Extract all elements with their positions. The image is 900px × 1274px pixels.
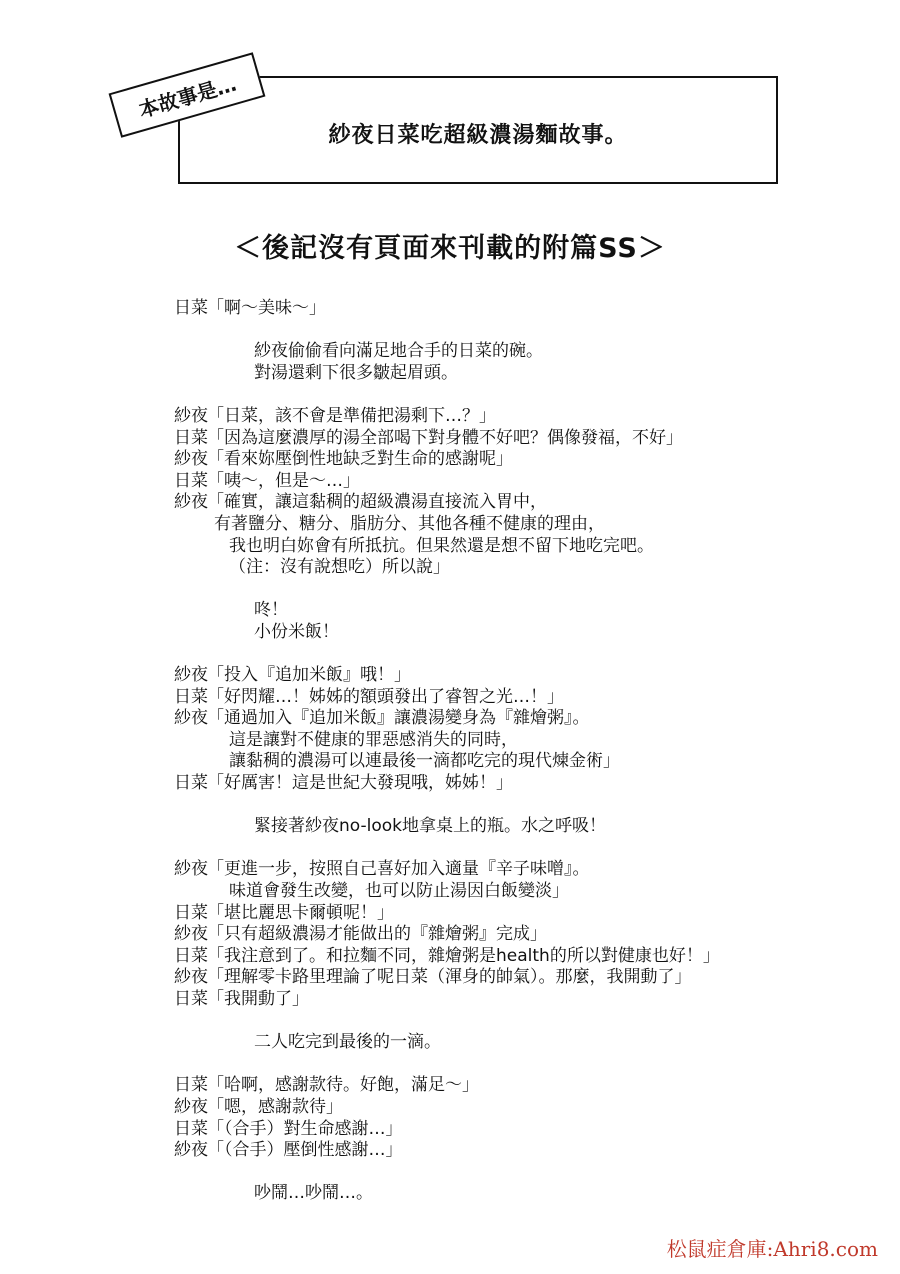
speaker-name: 紗夜 [174, 405, 208, 426]
blank-line [174, 579, 814, 601]
dialogue-line [174, 1075, 814, 1097]
continuation-line: 這是讓對不健康的罪惡感消失的同時， [229, 729, 518, 750]
dialogue-text: 「確實，讓這黏稠的超級濃湯直接流入胃中， [207, 492, 547, 513]
speaker-name: 日菜 [174, 989, 208, 1009]
speaker-name: 日菜 [174, 945, 208, 966]
blank-line [174, 320, 814, 342]
dialogue-text: 「咦～，但是～…」 [207, 470, 360, 491]
dialogue-text: 「（合手）壓倒性感謝…」 [207, 1140, 403, 1161]
dialogue-text: 「嗯，感謝款待」 [207, 1096, 343, 1117]
dialogue-line [174, 665, 814, 687]
speaker-name: 紗夜 [174, 449, 208, 470]
dialogue-text: 「投入『追加米飯』哦！」 [207, 665, 411, 686]
speaker-name: 紗夜 [174, 492, 208, 513]
summary-box [178, 76, 778, 184]
dialogue-text: 「好厲害！這是世紀大發現哦，姊姊！」 [207, 773, 513, 794]
blank-line [174, 795, 814, 817]
narration-line: 小份米飯！ [254, 621, 339, 642]
speaker-name: 日菜 [174, 1118, 208, 1139]
dialogue-text: 「因為這麼濃厚的湯全部喝下對身體不好吧？偶像發福，不好」 [207, 427, 683, 448]
dialogue-text: 「啊～美味～」 [207, 298, 326, 318]
story-text [174, 298, 814, 1205]
dialogue-line [174, 1140, 814, 1162]
dialogue-line [174, 687, 814, 709]
dialogue-text: 「看來妳壓倒性地缺乏對生命的感謝呢」 [207, 449, 513, 470]
speaker-name: 紗夜 [174, 708, 208, 729]
continuation-line: 味道會發生改變，也可以防止湯因白飯變淡」 [229, 881, 569, 902]
dialogue-text: 「哈啊，感謝款待。好飽，滿足～」 [207, 1075, 479, 1096]
narration-line: 二人吃完到最後的一滴。 [254, 1032, 441, 1053]
dialogue-line [174, 298, 814, 320]
speaker-name: 紗夜 [174, 967, 208, 988]
dialogue-text: 「（合手）對生命感謝…」 [207, 1118, 403, 1139]
dialogue-line [174, 492, 814, 514]
speaker-name: 紗夜 [174, 665, 208, 686]
dialogue-text: 「理解零卡路里理論了呢日菜（渾身的帥氣）。那麼，我開動了」 [207, 967, 692, 988]
narration-line: 紗夜偷偷看向滿足地合手的日菜的碗。 [254, 341, 543, 362]
section-title: ＜後記沒有頁面來刊載的附篇SS＞ [234, 233, 666, 264]
dialogue-line [174, 428, 814, 450]
speaker-name: 日菜 [174, 470, 208, 491]
summary-text: 紗夜日菜吃超級濃湯麵故事。 [328, 123, 628, 148]
dialogue-line [174, 946, 814, 968]
dialogue-line [174, 708, 814, 730]
speaker-name: 日菜 [174, 686, 208, 707]
speaker-name: 紗夜 [174, 1140, 208, 1161]
dialogue-line [174, 903, 814, 925]
speaker-name: 日菜 [174, 1075, 208, 1096]
blank-line [174, 838, 814, 860]
blank-line [174, 644, 814, 666]
dialogue-text: 「好閃耀…！姊姊的額頭發出了睿智之光…！」 [207, 686, 564, 707]
dialogue-text: 「我注意到了。和拉麵不同，雜燴粥是health的所以對健康也好！」 [207, 945, 720, 966]
blank-line [174, 1011, 814, 1033]
blank-line [174, 384, 814, 406]
speaker-name: 紗夜 [174, 924, 208, 945]
dialogue-line [174, 989, 814, 1011]
dialogue-text: 「日菜，該不會是準備把湯剩下…？」 [207, 405, 496, 426]
continuation-line: 有著鹽分、糖分、脂肪分、其他各種不健康的理由， [214, 513, 605, 534]
dialogue-line [174, 1097, 814, 1119]
blank-line [174, 1054, 814, 1076]
blank-line [174, 1162, 814, 1184]
narration-line: 吵鬧…吵鬧…。 [254, 1183, 373, 1204]
dialogue-line [174, 1119, 814, 1141]
watermark: 松鼠症倉庫:Ahri8.com [666, 1237, 878, 1261]
dialogue-line [174, 406, 814, 428]
speaker-name: 紗夜 [174, 1096, 208, 1117]
dialogue-line [174, 967, 814, 989]
speaker-name: 紗夜 [174, 859, 208, 880]
dialogue-text: 「只有超級濃湯才能做出的『雜燴粥』完成」 [207, 924, 547, 945]
narration-line: 咚！ [254, 600, 288, 621]
speaker-name: 日菜 [174, 427, 208, 448]
dialogue-line [174, 471, 814, 493]
dialogue-line [174, 773, 814, 795]
dialogue-text: 「通過加入『追加米飯』讓濃湯變身為『雜燴粥』。 [207, 708, 590, 729]
continuation-line: （注：沒有說想吃）所以說」 [229, 557, 450, 578]
dialogue-line [174, 924, 814, 946]
dialogue-text: 「堪比麗思卡爾頓呢！」 [207, 902, 394, 923]
speaker-name: 日菜 [174, 773, 208, 794]
dialogue-line [174, 449, 814, 471]
narration-line: 緊接著紗夜no-look地拿桌上的瓶。水之呼吸！ [254, 816, 606, 837]
speaker-name: 日菜 [174, 902, 208, 923]
dialogue-text: 「我開動了」 [207, 989, 309, 1009]
dialogue-line [174, 859, 814, 881]
summary-tag-label: 本故事是… [109, 52, 266, 138]
dialogue-text: 「更進一步，按照自己喜好加入適量『辛子味噌』。 [207, 859, 590, 880]
continuation-line: 我也明白妳會有所抵抗。但果然還是想不留下地吃完吧。 [229, 535, 654, 556]
speaker-name: 日菜 [174, 298, 208, 318]
continuation-line: 讓黏稠的濃湯可以連最後一滴都吃完的現代煉金術」 [229, 751, 620, 772]
narration-line: 對湯還剩下很多皺起眉頭。 [254, 362, 458, 383]
